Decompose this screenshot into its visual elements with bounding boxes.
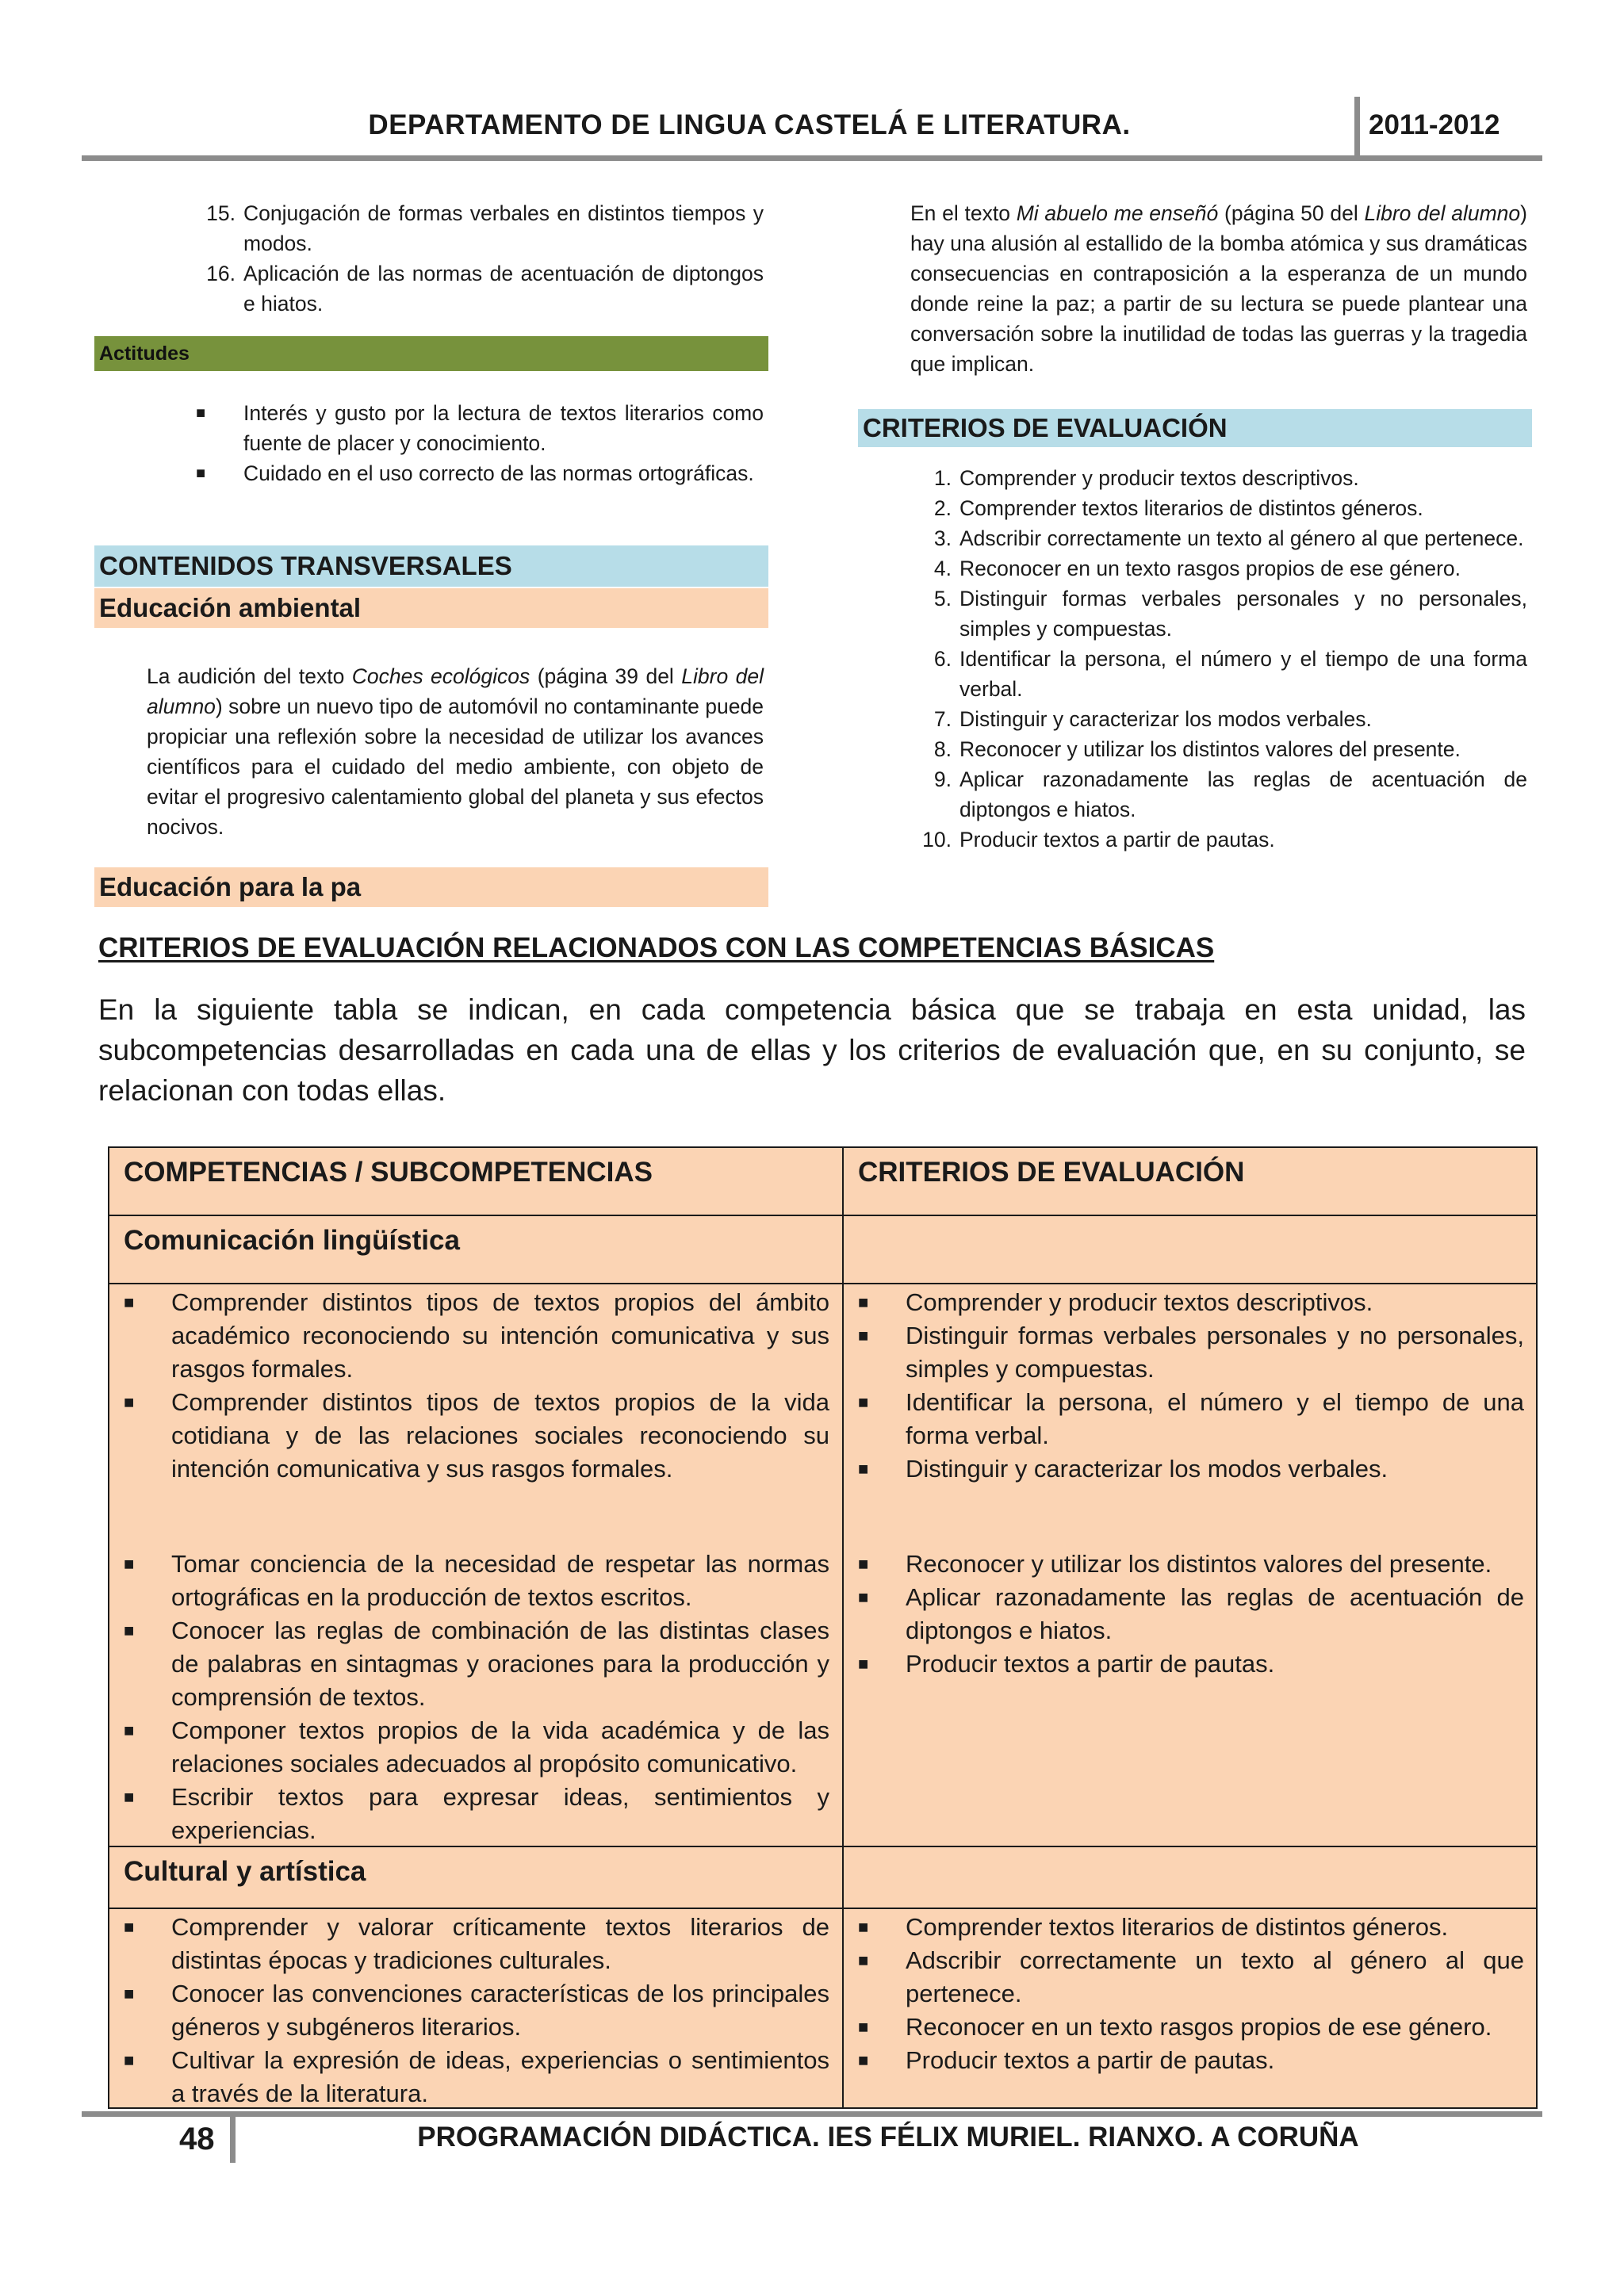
table-border [108,1146,109,2109]
criterios-list [858,1548,1524,1681]
bullet-icon: ■ [858,1917,869,1937]
bullet-icon: ■ [124,1984,135,2003]
table-column-divider [842,1146,844,2109]
bullet-icon: ■ [858,1587,869,1607]
list-item: ■ Comprender textos literarios de distintos géneros. [906,1911,1524,1944]
item-number: 2. [933,496,952,520]
list-item: 1. Comprender y producir textos descriptivos. [959,463,1527,493]
list-item: 9. Aplicar razonadamente las reglas de acentuación de diptongos e hiatos. [959,764,1527,825]
competencias-table [108,1146,1538,2109]
bullet-icon: ■ [124,1292,135,1312]
bullet-icon: ■ [196,465,206,482]
paz-paragraph: En el texto Mi abuelo me enseñó (página 50 del Libro del alumno) hay una alusión al estallido de la bomba atómica y sus dramáticas consecuencias en contraposición a la esperanza de un mundo donde reine la paz; a partir de su lectura se puede plantear una conversación sobre la inutilidad de todas las guerras y la tragedia que implican. [910,201,1527,376]
actitudes-heading: Actitudes [94,336,768,371]
bullet-icon: ■ [858,1950,869,1970]
list-item: 7. Distinguir y caracterizar los modos verbales. [959,704,1527,734]
item-number: 7. [933,707,952,731]
list-item: ■ Reconocer en un texto rasgos propios de ese género. [906,2011,1524,2044]
list-item: 15. Conjugación de formas verbales en distintos tiempos y modos. [243,198,764,258]
bullet-icon: ■ [858,1654,869,1674]
list-item: ■ Adscribir correctamente un texto al género al que pertenece. [906,1944,1524,2011]
competencia-comunicacion: Comunicación lingüística [124,1225,460,1256]
footer-divider [230,2114,236,2163]
item-number: 8. [933,737,952,761]
list-item: ■ Conocer las convenciones características de los principales géneros y subgéneros literarios. [171,1977,829,2044]
criterios-list [858,1911,1524,2077]
bullet-icon: ■ [124,1917,135,1937]
item-number: 5. [933,587,952,610]
list-item: ■ Comprender y producir textos descriptivos. [906,1286,1524,1319]
list-item: ■ Producir textos a partir de pautas. [906,1647,1524,1681]
bullet-icon: ■ [124,1720,135,1740]
section-intro: En la siguiente tabla se indican, en cada competencia básica que se trabaja en esta unidad, las subcompetencias desarrolladas en cada una de ellas y los criterios de evaluación que, en su conjunto, se relacionan con todas ellas. [98,993,1526,1107]
list-item: ■ Producir textos a partir de pautas. [906,2044,1524,2077]
table-header-competencias: COMPETENCIAS / SUBCOMPETENCIAS [124,1157,653,1188]
bullet-icon: ■ [858,1292,869,1312]
subcompetencias-list [124,1911,829,2110]
list-item: ■ Cuidado en el uso correcto de las normas ortográficas. [243,458,764,488]
page-number: 48 [179,2122,215,2156]
list-item: ■ Reconocer y utilizar los distintos valores del presente. [906,1548,1524,1581]
list-item: 5. Distinguir formas verbales personales y no personales, simples y compuestas. [959,584,1527,644]
bullet-icon: ■ [124,1392,135,1412]
bullet-icon: ■ [196,404,206,422]
list-item: 4. Reconocer en un texto rasgos propios de ese género. [959,553,1527,584]
section-title: CRITERIOS DE EVALUACIÓN RELACIONADOS CON LAS COMPETENCIAS BÁSICAS [98,932,1215,963]
item-number: 9. [933,767,952,791]
subcompetencias-list [124,1286,829,1486]
list-item: 16. Aplicación de las normas de acentuación de diptongos e hiatos. [243,258,764,319]
header-year: 2011-2012 [1369,109,1500,140]
list-item: ■ Distinguir formas verbales personales y no personales, simples y compuestas. [906,1319,1524,1386]
footer-text: PROGRAMACIÓN DIDÁCTICA. IES FÉLIX MURIEL. RIANXO. A CORUÑA [417,2122,1359,2152]
bullet-icon: ■ [124,1787,135,1807]
bullet-icon: ■ [858,1554,869,1574]
bullet-icon: ■ [124,1554,135,1574]
ambiental-paragraph: La audición del texto Coches ecológicos (página 39 del Libro del alumno) sobre un nuevo tipo de automóvil no contaminante puede propiciar una reflexión sobre la necesidad de utilizar los avances científicos para el cuidado del medio ambiente, con objeto de evitar el progresivo calentamiento global del planeta y sus efectos nocivos. [147,664,764,839]
criterios-heading: CRITERIOS DE EVALUACIÓN [858,409,1532,447]
criterios-list [858,1286,1524,1486]
table-header-criterios: CRITERIOS DE EVALUACIÓN [858,1157,1245,1188]
table-border [1536,1146,1538,2109]
list-item: ■ Aplicar razonadamente las reglas de acentuación de diptongos e hiatos. [906,1581,1524,1647]
header-rule [82,155,1542,161]
list-item: ■ Conocer las reglas de combinación de las distintas clases de palabras en sintagmas y oraciones para la producción y comprensión de textos. [171,1614,829,1714]
actitudes-list [196,398,764,488]
item-number: 15. [206,201,236,225]
list-item: ■ Escribir textos para expresar ideas, sentimientos y experiencias. [171,1781,829,1847]
criterios-list [922,463,1527,855]
list-item: ■ Comprender distintos tipos de textos propios de la vida cotidiana y de las relaciones sociales reconociendo su intención comunicativa y sus rasgos formales. [171,1386,829,1486]
bullet-icon: ■ [124,1621,135,1640]
transversales-heading: CONTENIDOS TRANSVERSALES [94,545,768,587]
list-item: 8. Reconocer y utilizar los distintos valores del presente. [959,734,1527,764]
paz-heading: Educación para la pa [94,867,768,907]
bullet-icon: ■ [858,1459,869,1479]
list-item: ■ Tomar conciencia de la necesidad de respetar las normas ortográficas en la producción de textos escritos. [171,1548,829,1614]
item-number: 3. [933,526,952,550]
bullet-icon: ■ [858,1392,869,1412]
competencia-cultural: Cultural y artística [124,1856,366,1887]
item-number: 1. [933,466,952,490]
list-item: ■ Componer textos propios de la vida académica y de las relaciones sociales adecuados al propósito comunicativo. [171,1714,829,1781]
header-department: DEPARTAMENTO DE LINGUA CASTELÁ E LITERATURA. [368,109,1131,140]
list-item: ■ Identificar la persona, el número y el tiempo de una forma verbal. [906,1386,1524,1452]
item-number: 4. [933,557,952,580]
bullet-icon: ■ [858,1326,869,1345]
header-divider [1354,97,1360,160]
footer-rule [82,2111,1542,2117]
table-row-divider [108,1283,1538,1284]
list-item: 10. Producir textos a partir de pautas. [959,825,1527,855]
list-item: ■ Comprender distintos tipos de textos propios del ámbito académico reconociendo su intención comunicativa y sus rasgos formales. [171,1286,829,1386]
list-item: ■ Distinguir y caracterizar los modos verbales. [906,1452,1524,1486]
list-item: ■ Comprender y valorar críticamente textos literarios de distintas épocas y tradiciones culturales. [171,1911,829,1977]
contents-list [206,198,764,319]
list-item: 3. Adscribir correctamente un texto al género al que pertenece. [959,523,1527,553]
bullet-icon: ■ [858,2050,869,2070]
table-row-divider [108,1908,1538,1909]
table-border [108,1146,1538,1148]
list-item: ■ Interés y gusto por la lectura de textos literarios como fuente de placer y conocimiento. [243,398,764,458]
bullet-icon: ■ [858,2017,869,2037]
list-item: 6. Identificar la persona, el número y el tiempo de una forma verbal. [959,644,1527,704]
list-item: 2. Comprender textos literarios de distintos géneros. [959,493,1527,523]
item-number: 6. [933,647,952,671]
table-row-divider [108,1215,1538,1216]
list-item: ■ Cultivar la expresión de ideas, experiencias o sentimientos a través de la literatura. [171,2044,829,2110]
bullet-icon: ■ [124,2050,135,2070]
subcompetencias-list [124,1548,829,1847]
ambiental-heading: Educación ambiental [94,588,768,628]
item-number: 10. [922,828,952,851]
item-number: 16. [206,262,236,285]
